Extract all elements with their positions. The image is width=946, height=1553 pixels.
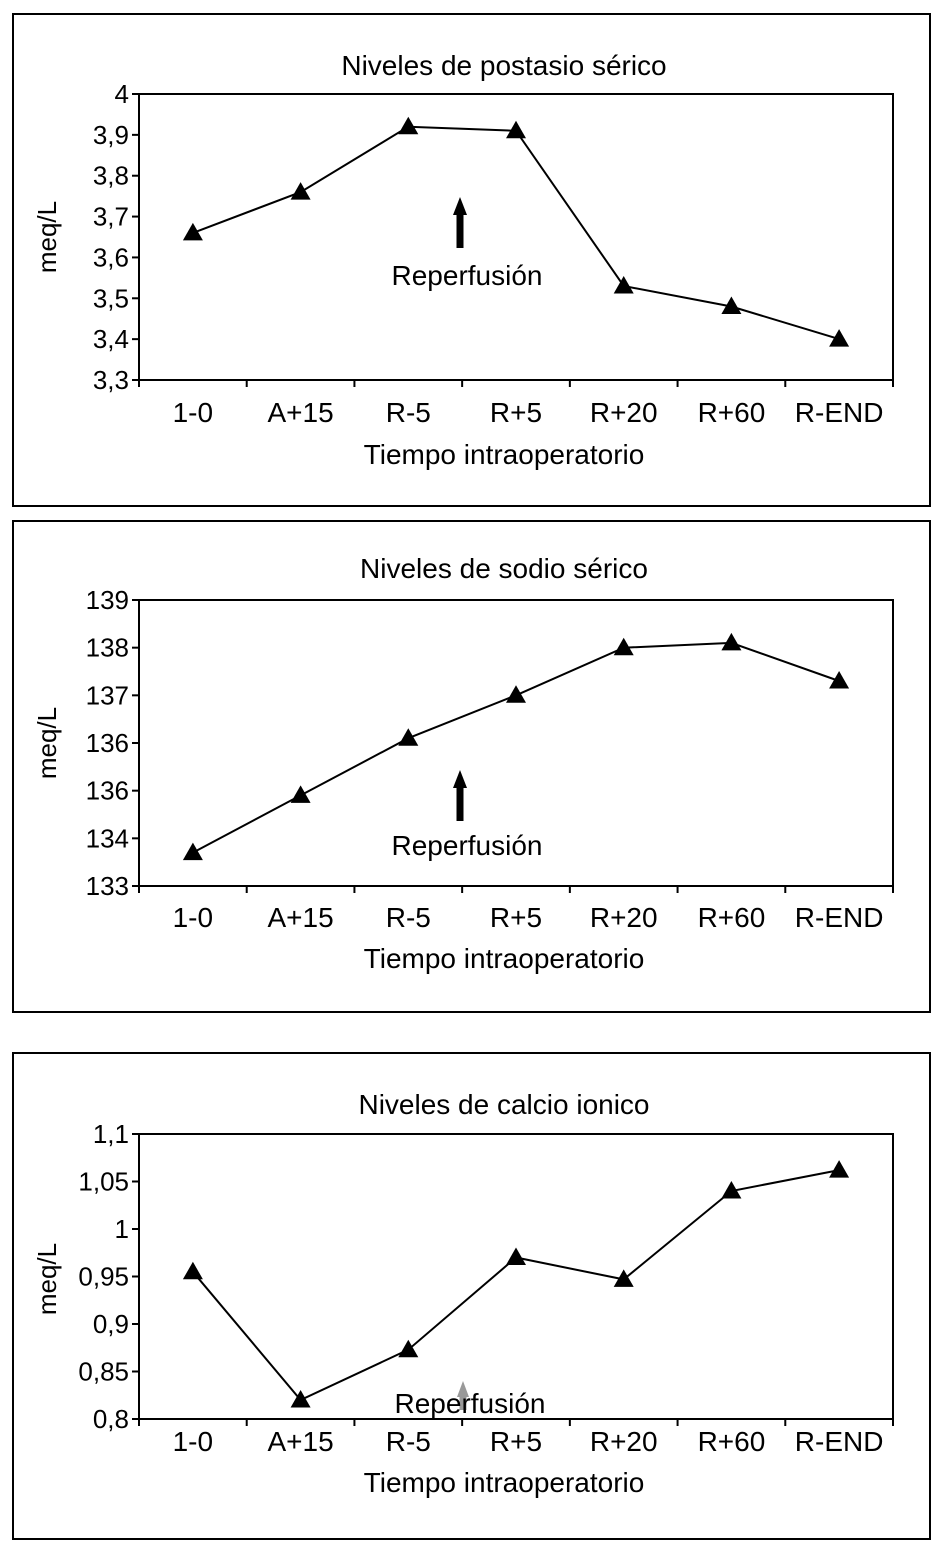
x-tick-label: R-END [794,1426,884,1457]
series-line [193,1170,839,1400]
data-point-marker [183,843,203,861]
sodium-chart [14,522,929,1011]
potassium-chart-panel [12,13,931,507]
reperfusion-arrow-shaft [457,214,464,248]
y-tick-label: 3,5 [92,283,129,314]
data-point-marker [183,1262,203,1280]
data-point-marker [291,785,311,803]
chart-title: Niveles de sodio sérico [360,553,648,584]
x-tick-label: 1-0 [172,902,214,933]
x-tick-label: 1-0 [172,1426,214,1457]
x-tick-label: R+20 [589,397,658,428]
sodium-chart-panel [12,520,931,1013]
x-tick-label: R-5 [385,1426,431,1457]
chart-title: Niveles de postasio sérico [341,50,667,81]
reperfusion-arrow-shaft [457,787,464,821]
y-axis-label: meq/L [32,706,62,780]
y-tick-label: 3,3 [92,365,129,395]
x-tick-label: R+60 [697,1426,766,1457]
x-axis-label: Tiempo intraoperatorio [363,439,645,470]
data-point-marker [829,671,849,689]
data-point-marker [398,117,418,135]
reperfusion-annotation: Reperfusión [391,260,543,291]
data-point-marker [398,728,418,746]
x-tick-label: A+15 [267,902,334,933]
reperfusion-annotation: Reperfusión [391,830,543,861]
y-tick-label: 1,05 [78,1166,129,1197]
data-point-marker [721,633,741,651]
x-tick-label: R+5 [489,397,543,428]
y-tick-label: 139 [85,585,129,615]
y-tick-label: 138 [85,632,129,663]
y-tick-label: 3,8 [92,160,129,191]
y-tick-label: 133 [85,871,129,901]
y-tick-label: 0,85 [78,1356,129,1387]
chart-title: Niveles de calcio ionico [358,1089,650,1120]
y-tick-label: 137 [85,680,129,711]
x-axis-label: Tiempo intraoperatorio [363,1467,645,1498]
data-point-marker [829,1160,849,1178]
x-tick-label: R-5 [385,397,431,428]
series-line [193,127,839,339]
calcium-chart-panel [12,1052,931,1540]
x-tick-label: R+60 [697,902,766,933]
plot-frame [139,1134,893,1419]
data-point-marker [614,276,634,294]
potassium-chart [14,15,929,505]
reperfusion-arrow-head [453,770,467,788]
y-tick-label: 1,1 [92,1119,129,1149]
y-tick-label: 3,9 [92,119,129,150]
calcium-chart [14,1054,929,1538]
x-tick-label: A+15 [267,1426,334,1457]
y-tick-label: 3,4 [92,324,129,355]
y-tick-label: 0,9 [92,1309,129,1339]
x-tick-label: R-5 [385,902,431,933]
y-tick-label: 1 [114,1214,129,1244]
y-axis-label: meq/L [32,200,62,274]
y-tick-label: 4 [114,79,129,109]
x-tick-label: R-END [794,902,884,933]
x-axis-label: Tiempo intraoperatorio [363,943,645,974]
series-line [193,643,839,853]
y-tick-label: 136 [85,775,129,806]
reperfusion-annotation: Reperfusión [394,1388,546,1419]
x-tick-label: R+5 [489,902,543,933]
x-tick-label: R+20 [589,1426,658,1457]
data-point-marker [506,1248,526,1266]
y-tick-label: 3,6 [92,242,129,273]
y-tick-label: 134 [85,823,129,854]
x-tick-label: A+15 [267,397,334,428]
reperfusion-arrow-head [453,197,467,215]
y-tick-label: 0,95 [78,1261,129,1292]
x-tick-label: R+5 [489,1426,543,1457]
x-tick-label: 1-0 [172,397,214,428]
y-axis-label: meq/L [32,1242,62,1316]
x-tick-label: R-END [794,397,884,428]
y-tick-label: 136 [85,728,129,758]
x-tick-label: R+60 [697,397,766,428]
data-point-marker [183,223,203,241]
y-tick-label: 0,8 [92,1404,129,1434]
y-tick-label: 3,7 [92,201,129,232]
data-point-marker [506,685,526,703]
x-tick-label: R+20 [589,902,658,933]
data-point-marker [291,182,311,200]
data-point-marker [398,1340,418,1358]
